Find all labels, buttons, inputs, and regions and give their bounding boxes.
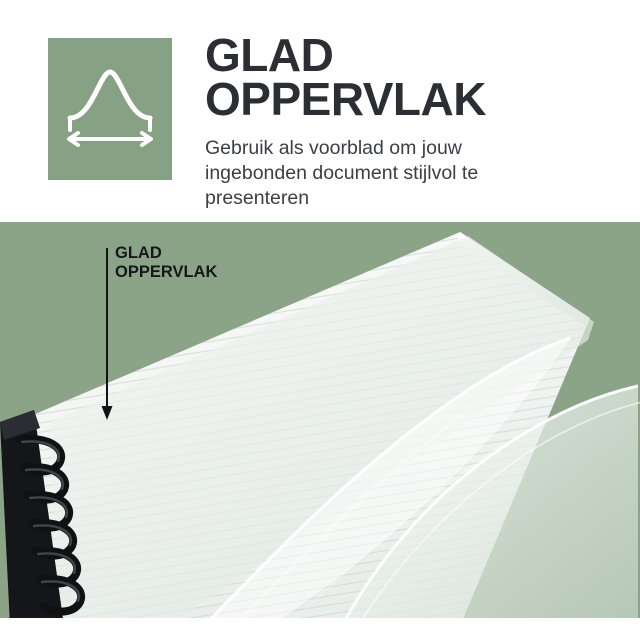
- smooth-surface-icon: [48, 38, 172, 180]
- callout: [100, 244, 217, 282]
- page-title-line-1: GLAD: [205, 29, 334, 81]
- header-section: [0, 0, 640, 222]
- down-arrow-icon: [100, 248, 114, 428]
- callout-label: [115, 244, 217, 282]
- page-title-line-2: OPPERVLAK: [205, 73, 486, 126]
- page-subtitle-line-1: Gebruik als voorblad om jouw ingebonden: [205, 137, 462, 185]
- callout-label-line-1: GLAD: [115, 244, 162, 262]
- bound-document-image: [0, 222, 640, 640]
- page-title: [205, 29, 625, 126]
- callout-label-line-2: OPPERVLAK: [115, 262, 218, 281]
- page-subtitle: [205, 136, 545, 211]
- page-subtitle-line-2: document stijlvol te presenteren: [205, 162, 479, 210]
- bottom-border: [0, 618, 640, 640]
- product-photo: [0, 222, 640, 640]
- header-text-block: [205, 29, 625, 211]
